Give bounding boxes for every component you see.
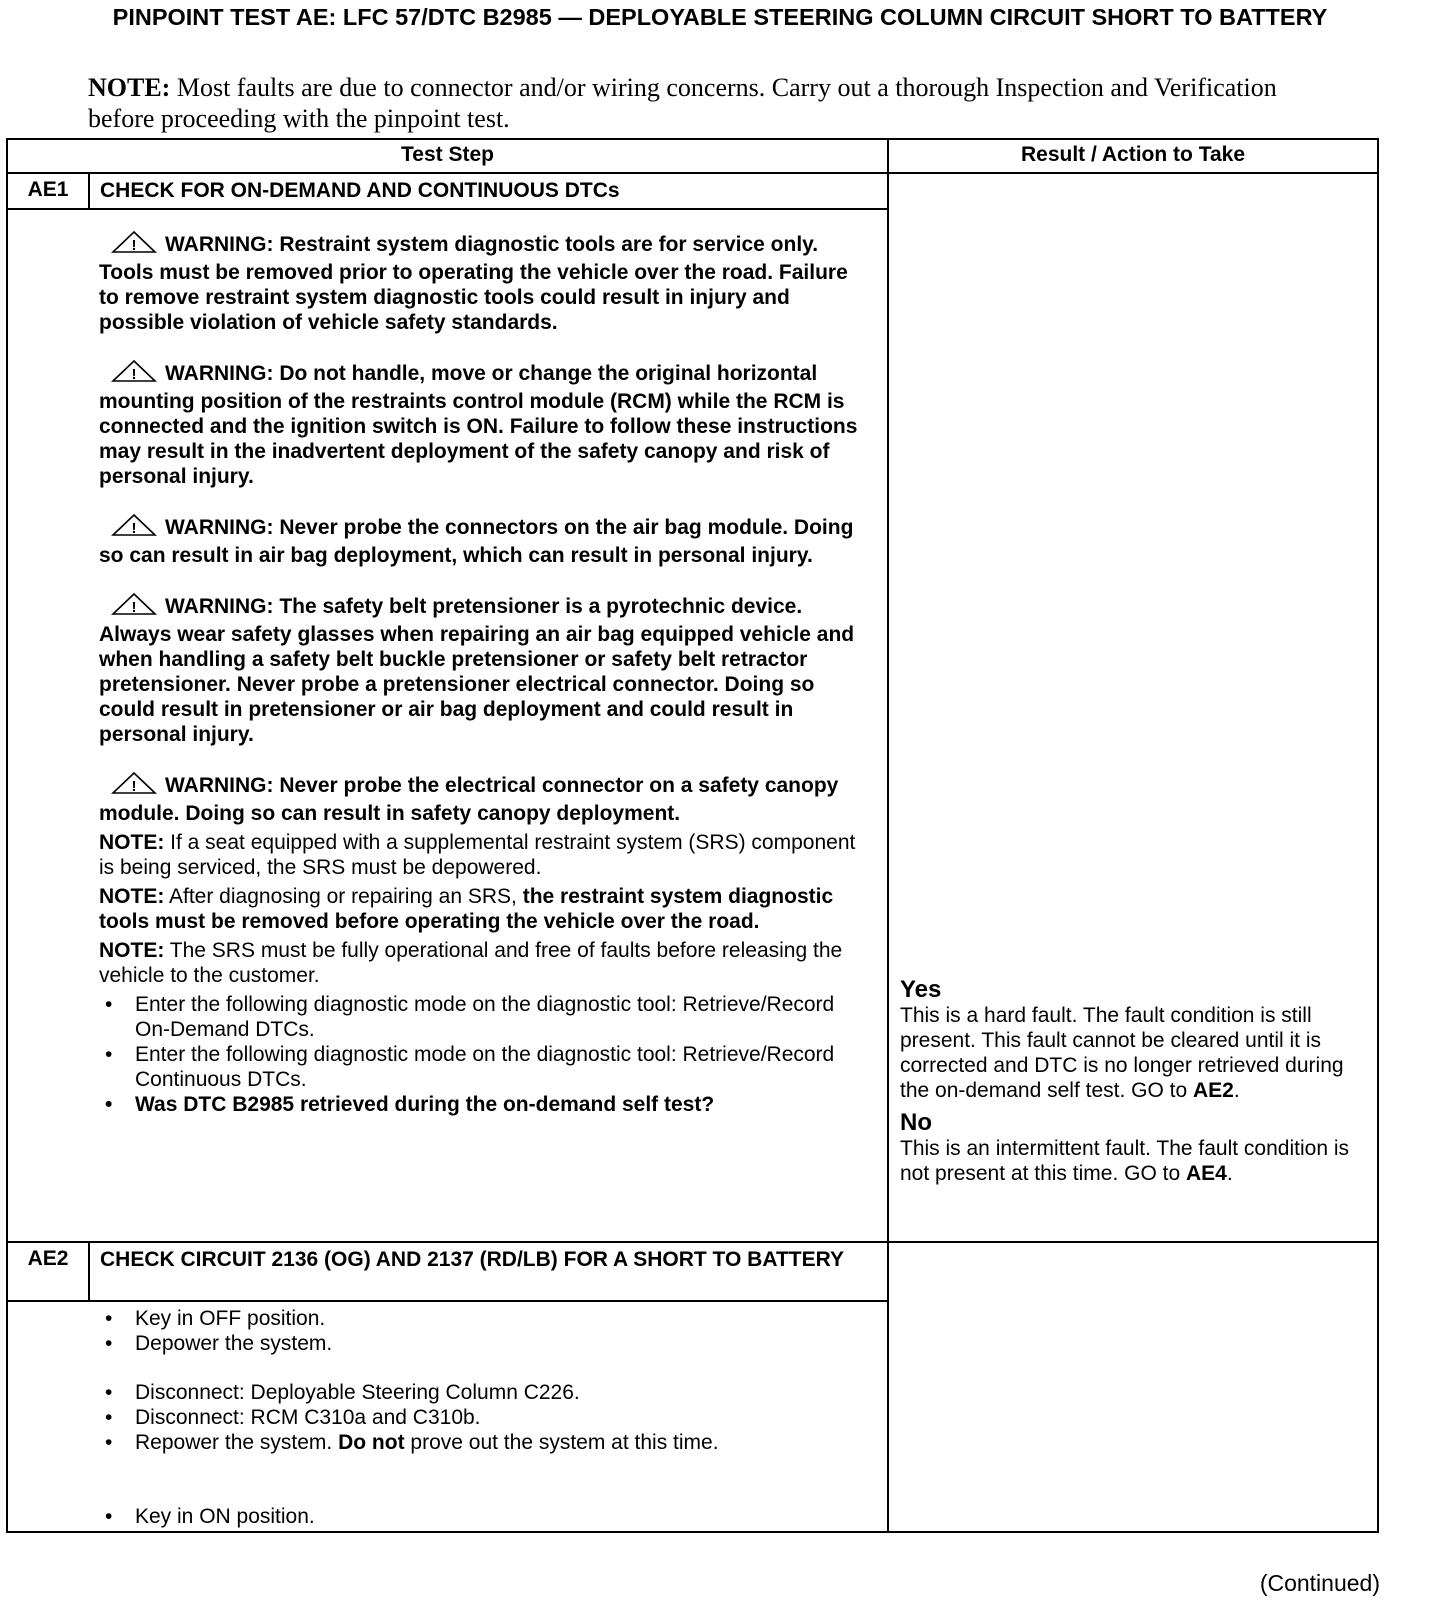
ae2-title-underline xyxy=(6,1300,889,1302)
note-text: After diagnosing or repairing an SRS, xyxy=(164,885,523,908)
ae1-results xyxy=(900,976,1372,1186)
result-yes-text xyxy=(900,1003,1372,1103)
header-test-step: Test Step xyxy=(401,143,494,166)
table-border-bottom xyxy=(6,1531,1379,1533)
list-item: • Enter the following diagnostic mode on the diagnostic tool: Retrieve/Record Continuous DTCs. xyxy=(99,1042,859,1092)
warning-triangle-icon xyxy=(111,771,157,801)
warning-block xyxy=(99,359,859,489)
list-item: • Disconnect: Deployable Steering Column C226. xyxy=(99,1380,869,1405)
svg-text:!: ! xyxy=(131,778,137,795)
ae1-id-divider xyxy=(88,172,90,210)
note-text: If a seat equipped with a supplemental restraint system (SRS) component is being serviced, the SRS must be depowered. xyxy=(99,831,856,879)
list-item-repower xyxy=(99,1430,869,1455)
warning-triangle-icon xyxy=(111,359,157,389)
result-no-label: No xyxy=(900,1109,932,1136)
warning-text: WARNING: Never probe the electrical connector on a safety canopy module. Doing so can result in safety canopy deployment. xyxy=(99,774,839,825)
repower-bold: Do not xyxy=(338,1431,405,1454)
result-end: . xyxy=(1233,1079,1240,1102)
goto-link-ae4[interactable]: AE4 xyxy=(1185,1162,1227,1185)
ae1-procedure-list xyxy=(99,992,859,1117)
list-item: • Disconnect: RCM C310a and C310b. xyxy=(99,1405,869,1430)
intro-note-label: NOTE: xyxy=(88,73,171,102)
warning-text: WARNING: The safety belt pretensioner is a pyrotechnic device. Always wear safety glasses when repairing an air bag equipped vehicle and when handling a safety belt buckle pretensioner or safety belt retractor pretensioner. Never probe a pretensioner electrical connector. Doing so could result in pretensioner or air bag deployment and could result in personal injury. xyxy=(99,595,855,746)
step-title-ae2: CHECK CIRCUIT 2136 (OG) AND 2137 (RD/LB) FOR A SHORT TO BATTERY xyxy=(100,1248,845,1271)
warning-triangle-icon xyxy=(111,230,157,260)
intro-note xyxy=(88,72,1328,134)
warning-text: WARNING: Never probe the connectors on the air bag module. Doing so can result in air bag deployment, which can result in personal injury. xyxy=(99,516,854,567)
step-row-divider xyxy=(6,1241,1379,1243)
note-label: NOTE: xyxy=(99,939,165,962)
list-item: • Depower the system. xyxy=(99,1331,869,1356)
svg-text:!: ! xyxy=(131,599,137,616)
step-id-ae1: AE1 xyxy=(27,178,69,201)
ae1-title-underline xyxy=(6,208,889,210)
warning-block xyxy=(99,771,859,826)
table-column-divider xyxy=(887,138,889,1533)
repower-post: prove out the system at this time. xyxy=(404,1431,719,1454)
note-label: NOTE: xyxy=(99,831,165,854)
svg-text:!: ! xyxy=(131,520,137,537)
warning-block xyxy=(99,230,859,335)
list-item: • Key in OFF position. xyxy=(99,1306,869,1331)
svg-text:!: ! xyxy=(131,366,137,383)
ae2-body xyxy=(99,1306,869,1529)
note-remove-tools xyxy=(99,884,859,934)
page-title: PINPOINT TEST AE: LFC 57/DTC B2985 — DEPLOYABLE STEERING COLUMN CIRCUIT SHORT TO BATTERY xyxy=(112,4,1328,30)
intro-note-text: Most faults are due to connector and/or wiring concerns. Carry out a thorough Inspection and Verification before proceeding with the pinpoint test. xyxy=(88,73,1277,133)
result-text: This is a hard fault. The fault condition is still present. This fault cannot be cleared until it is corrected and DTC is no longer retrieved during the on-demand self test. GO to xyxy=(900,1004,1344,1102)
warning-triangle-icon xyxy=(111,592,157,622)
list-item: • Key in ON position. xyxy=(99,1504,869,1529)
note-fully-operational xyxy=(99,938,859,988)
note-srs-seat xyxy=(99,830,859,880)
step-title-ae1: CHECK FOR ON-DEMAND AND CONTINUOUS DTCs xyxy=(100,179,620,202)
warning-text: WARNING: Do not handle, move or change the original horizontal mounting position of the restraints control module (RCM) while the RCM is connected and the ignition switch is ON. Failure to follow these instructions may result in the inadvertent deployment of the safety canopy and risk of personal injury. xyxy=(99,362,858,488)
ae2-id-divider xyxy=(88,1241,90,1302)
note-label: NOTE: xyxy=(99,885,165,908)
ae1-question: • Was DTC B2985 retrieved during the on-demand self test? xyxy=(99,1092,859,1117)
note-bold-text: the restraint system diagnostic tools must be removed before operating the vehicle over the road. xyxy=(99,885,834,933)
result-end: . xyxy=(1226,1162,1233,1185)
table-border-left xyxy=(6,138,8,1533)
list-item: • Enter the following diagnostic mode on the diagnostic tool: Retrieve/Record On-Demand DTCs. xyxy=(99,992,859,1042)
warning-text: WARNING: Restraint system diagnostic tools are for service only. Tools must be removed prior to operating the vehicle over the road. Failure to remove restraint system diagnostic tools could result in injury and possible violation of vehicle safety standards. xyxy=(99,233,848,334)
goto-link-ae2[interactable]: AE2 xyxy=(1193,1079,1234,1102)
step-id-ae2: AE2 xyxy=(27,1247,69,1270)
header-row-divider xyxy=(6,172,1379,174)
ae2-list-b xyxy=(99,1380,869,1455)
svg-text:!: ! xyxy=(131,237,137,254)
table-border-right xyxy=(1377,138,1379,1533)
warning-block xyxy=(99,513,859,568)
result-yes-label: Yes xyxy=(900,976,942,1003)
header-result: Result / Action to Take xyxy=(1020,143,1246,166)
result-text: This is an intermittent fault. The fault condition is not present at this time. GO to xyxy=(900,1137,1349,1185)
ae2-list-c xyxy=(99,1504,869,1529)
ae2-list-a xyxy=(99,1306,869,1356)
warning-triangle-icon xyxy=(111,513,157,543)
table-border-top xyxy=(6,138,1379,140)
result-no-text xyxy=(900,1136,1372,1186)
repower-pre: Repower the system. xyxy=(135,1431,339,1454)
warning-block xyxy=(99,592,859,747)
note-text: The SRS must be fully operational and free of faults before releasing the vehicle to the customer. xyxy=(99,939,843,987)
continued-label: (Continued) xyxy=(1259,1570,1380,1596)
ae1-body xyxy=(99,230,859,1117)
